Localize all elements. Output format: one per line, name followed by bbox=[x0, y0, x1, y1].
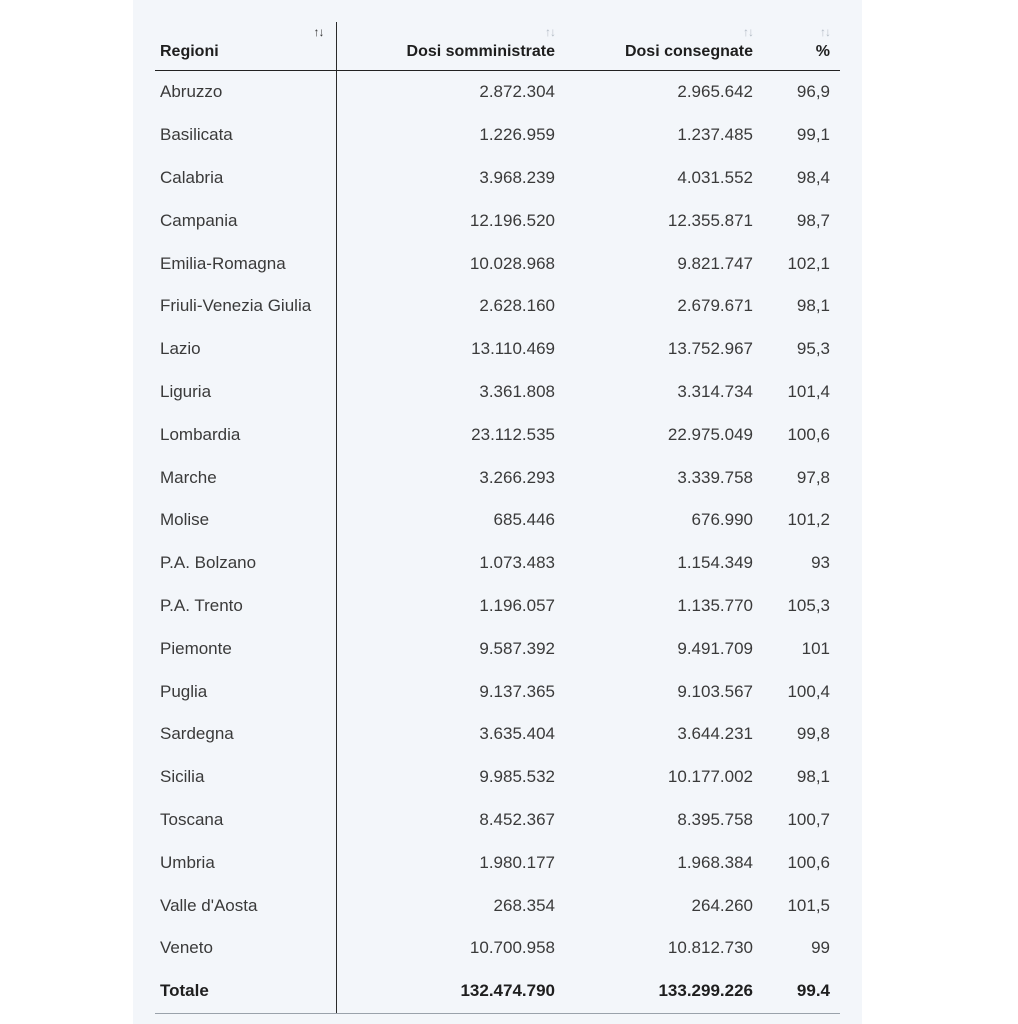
region-cell: Molise bbox=[155, 499, 336, 542]
somministrate-cell: 9.137.365 bbox=[479, 681, 555, 701]
consegnate-cell: 3.644.231 bbox=[677, 724, 753, 744]
table-header-row bbox=[155, 22, 840, 71]
consegnate-cell: 10.177.002 bbox=[667, 767, 753, 787]
consegnate-cell: 9.491.709 bbox=[677, 638, 753, 658]
total-row bbox=[155, 970, 840, 1013]
region-cell: Emilia-Romagna bbox=[155, 242, 336, 285]
somministrate-cell: 9.985.532 bbox=[479, 767, 555, 787]
region-cell: Veneto bbox=[155, 927, 336, 970]
percent-cell: 101,5 bbox=[787, 895, 830, 915]
somministrate-cell: 3.635.404 bbox=[479, 724, 555, 744]
consegnate-cell: 1.968.384 bbox=[677, 852, 753, 872]
consegnate-cell: 1.135.770 bbox=[677, 595, 753, 615]
somministrate-cell: 23.112.535 bbox=[471, 424, 555, 444]
region-cell: P.A. Trento bbox=[155, 585, 336, 628]
percent-cell: 101,2 bbox=[787, 510, 830, 530]
header-label: Regioni bbox=[160, 43, 219, 60]
percent-cell: 100,4 bbox=[787, 681, 830, 701]
consegnate-cell: 13.752.967 bbox=[667, 339, 753, 359]
somministrate-cell: 10.700.958 bbox=[469, 938, 555, 958]
somministrate-cell: 1.226.959 bbox=[479, 125, 555, 145]
percent-cell: 93 bbox=[811, 553, 830, 573]
table-row bbox=[155, 542, 840, 585]
consegnate-cell: 4.031.552 bbox=[677, 167, 753, 187]
table-row bbox=[155, 927, 840, 970]
region-cell: Lazio bbox=[155, 328, 336, 371]
header-label: Dosi somministrate bbox=[406, 43, 555, 60]
consegnate-cell: 1.154.349 bbox=[677, 553, 753, 573]
header-label: % bbox=[815, 43, 830, 60]
header-dosi-consegnate[interactable] bbox=[560, 22, 758, 71]
percent-cell: 98,4 bbox=[796, 167, 830, 187]
percent-cell: 97,8 bbox=[796, 467, 830, 487]
table-row bbox=[155, 627, 840, 670]
table-row bbox=[155, 841, 840, 884]
region-cell: P.A. Bolzano bbox=[155, 542, 336, 585]
percent-cell: 100,6 bbox=[787, 424, 830, 444]
percent-cell: 105,3 bbox=[787, 595, 830, 615]
table-row bbox=[155, 499, 840, 542]
region-cell: Toscana bbox=[155, 799, 336, 842]
somministrate-cell: 3.361.808 bbox=[479, 381, 555, 401]
consegnate-cell: 264.260 bbox=[691, 895, 753, 915]
table-row bbox=[155, 242, 840, 285]
percent-cell: 98,1 bbox=[796, 767, 830, 787]
region-cell: Valle d'Aosta bbox=[155, 884, 336, 927]
consegnate-cell: 12.355.871 bbox=[667, 210, 753, 230]
region-cell: Piemonte bbox=[155, 627, 336, 670]
somministrate-cell: 685.446 bbox=[493, 510, 555, 530]
total-label: Totale bbox=[155, 970, 336, 1013]
percent-cell: 99 bbox=[811, 938, 830, 958]
header-dosi-somministrate[interactable] bbox=[336, 22, 560, 71]
consegnate-cell: 22.975.049 bbox=[667, 424, 753, 444]
percent-cell: 100,7 bbox=[787, 809, 830, 829]
somministrate-cell: 1.196.057 bbox=[479, 595, 555, 615]
percent-cell: 98,7 bbox=[796, 210, 830, 230]
somministrate-cell: 2.628.160 bbox=[479, 296, 555, 316]
sort-icon[interactable] bbox=[560, 22, 753, 42]
table-row bbox=[155, 371, 840, 414]
region-cell: Sicilia bbox=[155, 756, 336, 799]
percent-cell: 101 bbox=[801, 638, 830, 658]
region-cell: Sardegna bbox=[155, 713, 336, 756]
percent-cell: 101,4 bbox=[787, 381, 830, 401]
percent-cell: 102,1 bbox=[787, 253, 830, 273]
percent-cell: 99,8 bbox=[796, 724, 830, 744]
sort-icon[interactable] bbox=[160, 22, 336, 42]
region-cell: Basilicata bbox=[155, 114, 336, 157]
consegnate-cell: 9.821.747 bbox=[677, 253, 753, 273]
header-label: Dosi consegnate bbox=[624, 43, 753, 60]
table-row bbox=[155, 585, 840, 628]
table-row bbox=[155, 413, 840, 456]
total-percent: 99.4 bbox=[758, 970, 840, 1013]
percent-cell: 96,9 bbox=[796, 82, 830, 102]
somministrate-cell: 12.196.520 bbox=[469, 210, 555, 230]
region-cell: Marche bbox=[155, 456, 336, 499]
percent-cell: 98,1 bbox=[796, 296, 830, 316]
header-percent[interactable] bbox=[758, 22, 840, 71]
consegnate-cell: 3.314.734 bbox=[677, 381, 753, 401]
table-row bbox=[155, 71, 840, 114]
table-row bbox=[155, 114, 840, 157]
consegnate-cell: 2.965.642 bbox=[677, 82, 753, 102]
consegnate-cell: 2.679.671 bbox=[677, 296, 753, 316]
region-cell: Calabria bbox=[155, 157, 336, 200]
somministrate-cell: 10.028.968 bbox=[469, 253, 555, 273]
total-consegnate: 133.299.226 bbox=[560, 970, 758, 1013]
table-row bbox=[155, 670, 840, 713]
somministrate-cell: 1.980.177 bbox=[479, 852, 555, 872]
consegnate-cell: 1.237.485 bbox=[677, 125, 753, 145]
table-panel bbox=[133, 0, 862, 1024]
table-row bbox=[155, 328, 840, 371]
table-row bbox=[155, 456, 840, 499]
region-cell: Campania bbox=[155, 199, 336, 242]
table-row bbox=[155, 799, 840, 842]
sort-icon[interactable] bbox=[337, 22, 556, 42]
consegnate-cell: 8.395.758 bbox=[677, 809, 753, 829]
somministrate-cell: 3.266.293 bbox=[479, 467, 555, 487]
total-somministrate: 132.474.790 bbox=[336, 970, 560, 1013]
region-cell: Lombardia bbox=[155, 413, 336, 456]
table-row bbox=[155, 199, 840, 242]
table-row bbox=[155, 713, 840, 756]
percent-cell: 99,1 bbox=[796, 125, 830, 145]
percent-cell: 95,3 bbox=[796, 339, 830, 359]
region-cell: Umbria bbox=[155, 841, 336, 884]
somministrate-cell: 8.452.367 bbox=[479, 809, 555, 829]
somministrate-cell: 3.968.239 bbox=[479, 167, 555, 187]
somministrate-cell: 2.872.304 bbox=[479, 82, 555, 102]
table-row bbox=[155, 756, 840, 799]
region-cell: Liguria bbox=[155, 371, 336, 414]
somministrate-cell: 1.073.483 bbox=[479, 553, 555, 573]
percent-cell: 100,6 bbox=[787, 852, 830, 872]
sort-icon[interactable] bbox=[758, 22, 830, 42]
consegnate-cell: 3.339.758 bbox=[677, 467, 753, 487]
region-cell: Friuli-Venezia Giulia bbox=[155, 285, 336, 328]
region-cell: Abruzzo bbox=[155, 71, 336, 114]
consegnate-cell: 10.812.730 bbox=[667, 938, 753, 958]
somministrate-cell: 268.354 bbox=[493, 895, 555, 915]
table-row bbox=[155, 884, 840, 927]
table-row bbox=[155, 285, 840, 328]
region-cell: Puglia bbox=[155, 670, 336, 713]
somministrate-cell: 9.587.392 bbox=[479, 638, 555, 658]
consegnate-cell: 9.103.567 bbox=[677, 681, 753, 701]
header-regioni[interactable] bbox=[155, 22, 336, 71]
somministrate-cell: 13.110.469 bbox=[471, 339, 555, 359]
consegnate-cell: 676.990 bbox=[691, 510, 753, 530]
vaccine-doses-table bbox=[155, 22, 840, 1014]
table-row bbox=[155, 157, 840, 200]
